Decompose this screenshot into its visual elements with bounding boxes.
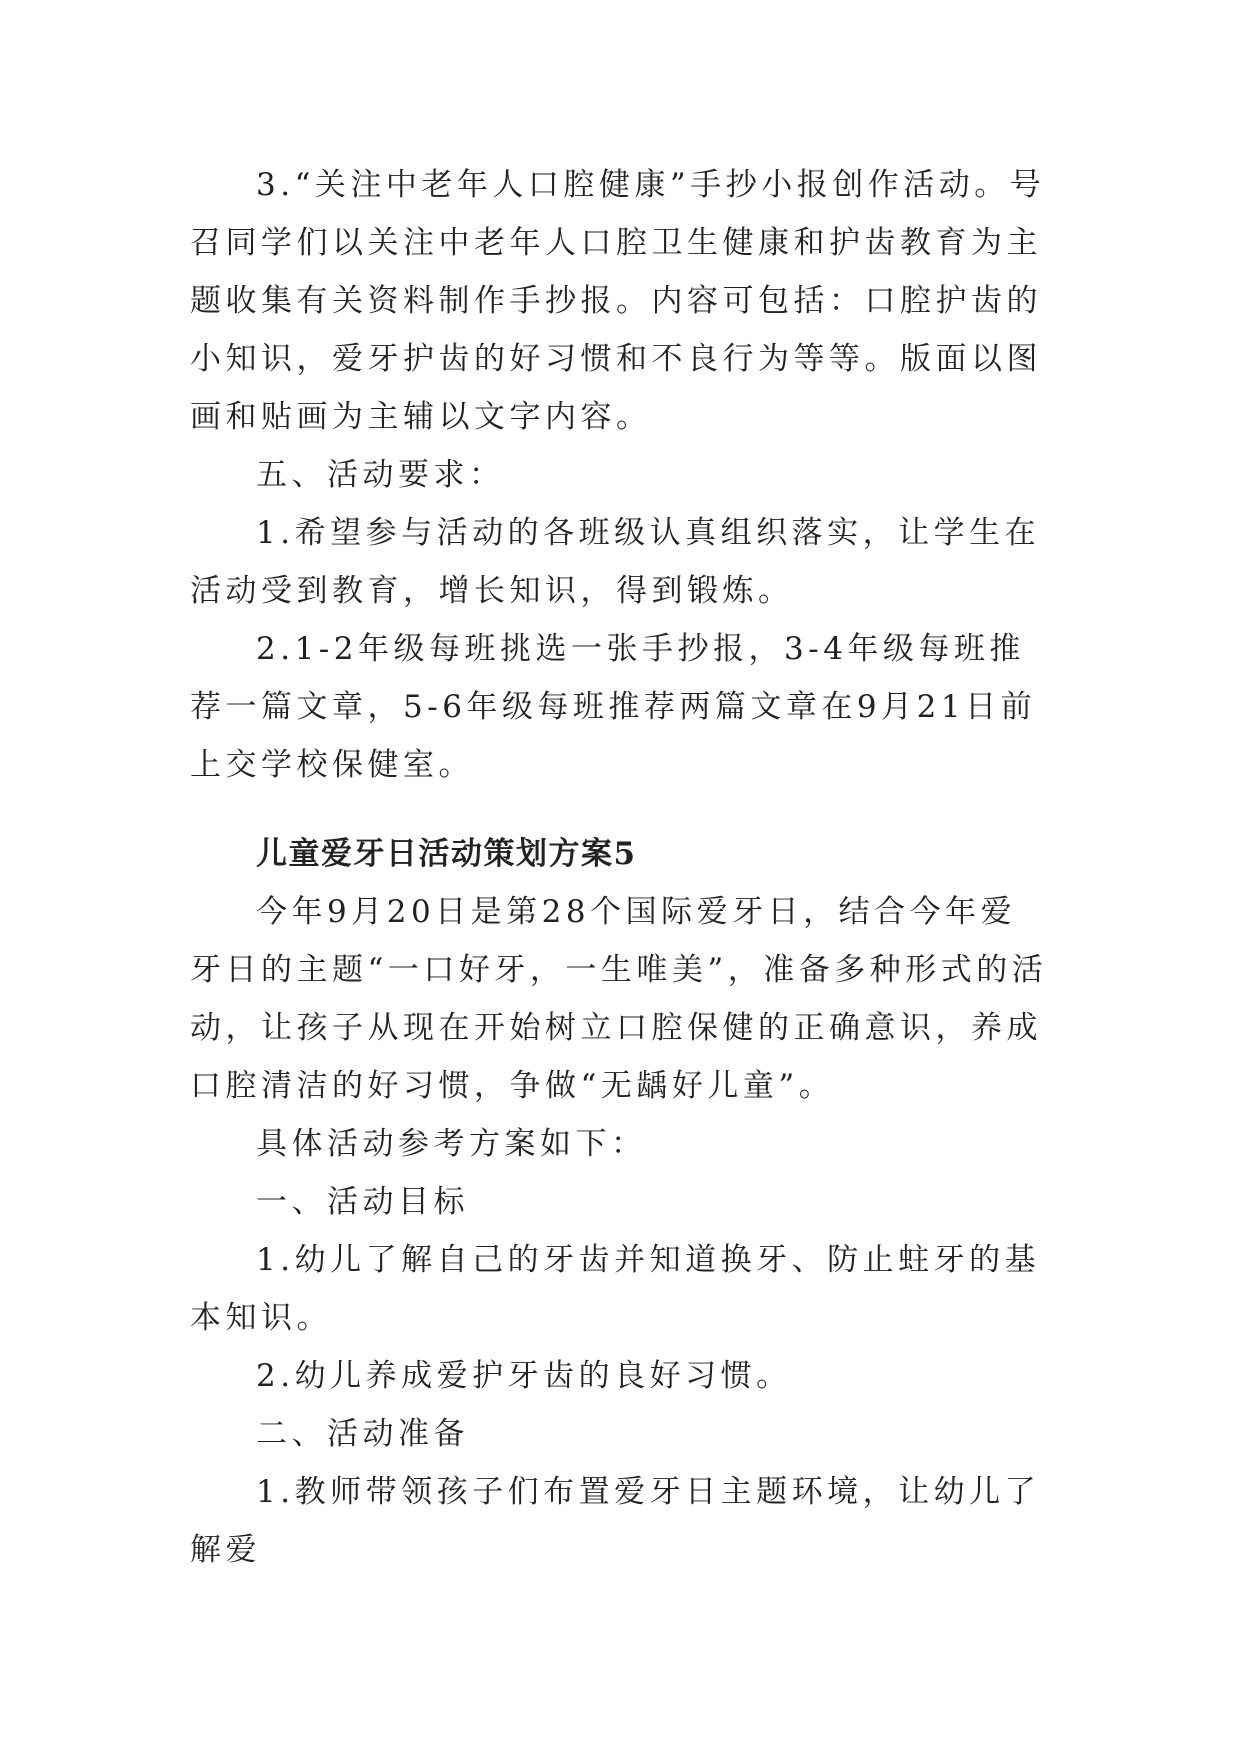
paragraph-goal-2: 2.幼儿养成爱护牙齿的良好习惯。	[256, 1358, 792, 1394]
paragraph-requirement-2: 2.1-2年级每班挑选一张手抄报，3-4年级每班推荐一篇文章，5-6年级每班推荐两篇文章在9月21日前上交学校保健室。	[190, 631, 1037, 783]
previous-section-body	[190, 156, 1050, 794]
paragraph-preparation-1: 1.教师带领孩子们布置爱牙日主题环境，让幼儿了解爱	[190, 1474, 1041, 1568]
heading-activity-requirements: 五、活动要求：	[256, 457, 505, 493]
paragraph-plan-intro: 具体活动参考方案如下：	[256, 1126, 647, 1162]
section-title: 儿童爱牙日活动策划方案5	[256, 836, 637, 872]
heading-activity-preparation: 二、活动准备	[256, 1416, 469, 1452]
paragraph-requirement-1: 1.希望参与活动的各班级认真组织落实，让学生在活动受到教育，增长知识，得到锻炼。	[190, 515, 1041, 609]
section-body	[190, 883, 1050, 1579]
paragraph-intro: 今年9月20日是第28个国际爱牙日，结合今年爱牙日的主题“一口好牙，一生唯美”，准备多种形式的活动，让孩子从现在开始树立口腔保健的正确意识，养成口腔清洁的好习惯，争做“无龋好儿童”。	[190, 894, 1048, 1104]
paragraph-handcopy-activity: 3.“关注中老年人口腔健康”手抄小报创作活动。号召同学们以关注中老年人口腔卫生健康和护齿教育为主题收集有关资料制作手抄报。内容可包括：口腔护齿的小知识，爱牙护齿的好习惯和不良行为等等。版面以图画和贴画为主辅以文字内容。	[190, 167, 1046, 435]
heading-activity-goals: 一、活动目标	[256, 1184, 469, 1220]
paragraph-goal-1: 1.幼儿了解自己的牙齿并知道换牙、防止蛀牙的基本知识。	[190, 1242, 1041, 1336]
